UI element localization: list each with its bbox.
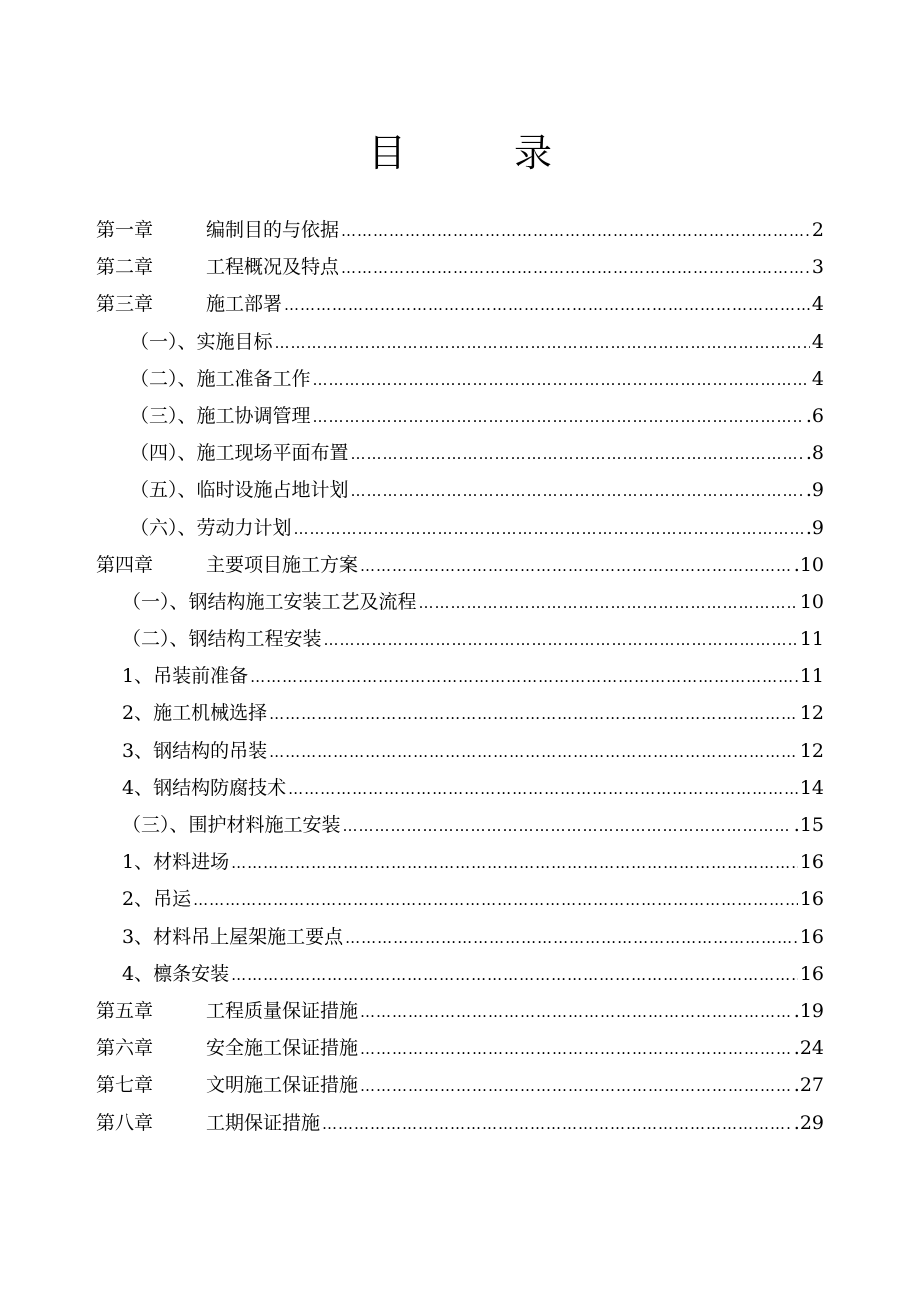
toc-dot-leader xyxy=(419,585,798,622)
toc-entry[interactable] xyxy=(96,584,824,621)
toc-chapter-number: 第一章 xyxy=(96,219,154,241)
toc-page-number: .9 xyxy=(805,516,824,539)
toc-entry[interactable] xyxy=(96,547,824,584)
toc-page-number: 12 xyxy=(799,702,824,725)
toc-dot-leader xyxy=(351,436,804,473)
toc-entry[interactable] xyxy=(96,621,824,658)
toc-page-number: 4 xyxy=(811,293,824,316)
toc-dot-leader xyxy=(231,845,798,882)
toc-dot-leader xyxy=(341,213,810,250)
toc-entry-label: 4、檩条安装 xyxy=(122,962,230,985)
toc-entry-label: 工程概况及特点 xyxy=(206,256,340,279)
toc-page-number: 16 xyxy=(799,851,824,874)
toc-entry[interactable] xyxy=(96,881,824,918)
toc-entry-label: 工期保证措施 xyxy=(206,1111,321,1134)
toc-entry-label: （三）、围护材料施工安装 xyxy=(122,814,341,836)
toc-entry-label: 主要项目施工方案 xyxy=(206,553,359,576)
toc-entry[interactable] xyxy=(96,510,824,547)
toc-entry-label: （四）、施工现场平面布置 xyxy=(130,442,349,465)
toc-dot-leader xyxy=(284,287,810,324)
toc-chapter-number: 第二章 xyxy=(96,256,154,279)
toc-page-number: 10 xyxy=(799,590,824,613)
toc-dot-leader xyxy=(324,622,798,659)
toc-chapter-number: 第四章 xyxy=(96,553,154,576)
toc-entry[interactable] xyxy=(96,844,824,881)
toc-entry-label: （五）、临时设施占地计划 xyxy=(130,479,349,502)
toc-page-number: 3 xyxy=(811,256,824,279)
toc-entry[interactable] xyxy=(96,361,824,398)
toc-page-number: .8 xyxy=(805,442,824,465)
toc-page-number: 12 xyxy=(799,739,824,762)
toc-entry[interactable] xyxy=(96,398,824,435)
toc-entry-label: （一）、钢结构施工安装工艺及流程 xyxy=(122,590,417,613)
toc-page-number: 16 xyxy=(799,925,824,948)
toc-chapter-number: 第三章 xyxy=(96,293,154,316)
toc-entry[interactable] xyxy=(96,770,824,807)
toc-dot-leader xyxy=(351,473,804,510)
toc-dot-leader xyxy=(275,325,810,362)
toc-page-number: .24 xyxy=(793,1037,824,1060)
toc-page-number: .6 xyxy=(805,404,824,427)
toc-page-number: 2 xyxy=(811,219,824,241)
toc-entry-label: （二）、施工准备工作 xyxy=(130,367,311,390)
toc-entry[interactable] xyxy=(96,658,824,695)
page-title: 目 录 xyxy=(367,131,601,175)
toc-entry-label: 3、材料吊上屋架施工要点 xyxy=(122,925,344,948)
toc-entry-label: 文明施工保证措施 xyxy=(206,1074,359,1097)
toc-dot-leader xyxy=(343,808,792,845)
toc-entry[interactable] xyxy=(96,733,824,770)
toc-entry-label: 2、吊运 xyxy=(122,888,192,911)
toc-entry-label: 安全施工保证措施 xyxy=(206,1037,359,1060)
toc-entry-label: （一）、实施目标 xyxy=(130,330,273,353)
toc-entry[interactable] xyxy=(96,212,824,249)
toc-page-number: 16 xyxy=(799,888,824,911)
toc-dot-leader xyxy=(288,771,798,808)
toc-entry-label: 3、钢结构的吊装 xyxy=(122,739,268,762)
toc-entry[interactable] xyxy=(96,249,824,286)
toc-dot-leader xyxy=(294,511,804,548)
toc-entry[interactable] xyxy=(96,472,824,509)
toc-entry-label: 1、材料进场 xyxy=(122,851,230,874)
toc-dot-leader xyxy=(193,882,798,919)
toc-dot-leader xyxy=(313,362,810,399)
toc-entry[interactable] xyxy=(96,1067,824,1104)
toc-entry-label: 工程质量保证措施 xyxy=(206,999,359,1022)
toc-dot-leader xyxy=(360,994,792,1031)
toc-entry-label: （二）、钢结构工程安装 xyxy=(122,628,322,651)
toc-page-number: 4 xyxy=(811,330,824,353)
toc-chapter-number: 第五章 xyxy=(96,999,154,1022)
toc-dot-leader xyxy=(269,734,798,771)
toc-dot-leader xyxy=(269,696,798,733)
toc-entry[interactable] xyxy=(96,993,824,1030)
toc-entry[interactable] xyxy=(96,919,824,956)
toc-entry[interactable] xyxy=(96,1105,824,1142)
toc-chapter-number: 第六章 xyxy=(96,1037,154,1060)
toc-page-number: .9 xyxy=(805,479,824,502)
toc-dot-leader xyxy=(341,250,810,287)
toc-dot-leader xyxy=(360,1031,792,1068)
toc-chapter-number: 第八章 xyxy=(96,1111,154,1134)
toc-dot-leader xyxy=(322,1106,792,1143)
toc-entry-label: （六）、劳动力计划 xyxy=(130,516,292,539)
toc-page-number: .10 xyxy=(793,553,824,576)
toc-dot-leader xyxy=(345,920,798,957)
toc-page-number: 4 xyxy=(811,367,824,390)
toc-entry[interactable] xyxy=(96,1030,824,1067)
toc-dot-leader xyxy=(360,548,792,585)
toc-entry-label: 4、钢结构防腐技术 xyxy=(122,776,287,799)
toc-page-number: 11 xyxy=(799,628,824,651)
toc-entry[interactable] xyxy=(96,324,824,361)
table-of-contents xyxy=(96,212,824,1142)
toc-page-number: 14 xyxy=(799,776,824,799)
toc-entry[interactable] xyxy=(96,956,824,993)
toc-entry-label: 1、吊装前准备 xyxy=(122,665,249,688)
toc-page-number: .27 xyxy=(793,1074,824,1097)
toc-entry[interactable] xyxy=(96,435,824,472)
toc-page-number: .29 xyxy=(793,1111,824,1134)
toc-page-number: .19 xyxy=(793,999,824,1022)
toc-dot-leader xyxy=(313,399,804,436)
toc-entry-label: 施工部署 xyxy=(206,293,283,316)
toc-entry-label: （三）、施工协调管理 xyxy=(130,404,311,427)
toc-page-number: 11 xyxy=(799,665,824,688)
toc-entry-label: 编制目的与依据 xyxy=(206,219,340,241)
toc-entry-label: 2、施工机械选择 xyxy=(122,702,268,725)
toc-page-number: .15 xyxy=(793,814,824,836)
toc-entry[interactable] xyxy=(96,695,824,732)
toc-entry[interactable] xyxy=(96,286,824,323)
toc-entry[interactable] xyxy=(96,807,824,844)
toc-page-number: 16 xyxy=(799,962,824,985)
toc-chapter-number: 第七章 xyxy=(96,1074,154,1097)
toc-dot-leader xyxy=(250,659,798,696)
toc-dot-leader xyxy=(231,957,798,994)
toc-dot-leader xyxy=(360,1068,792,1105)
